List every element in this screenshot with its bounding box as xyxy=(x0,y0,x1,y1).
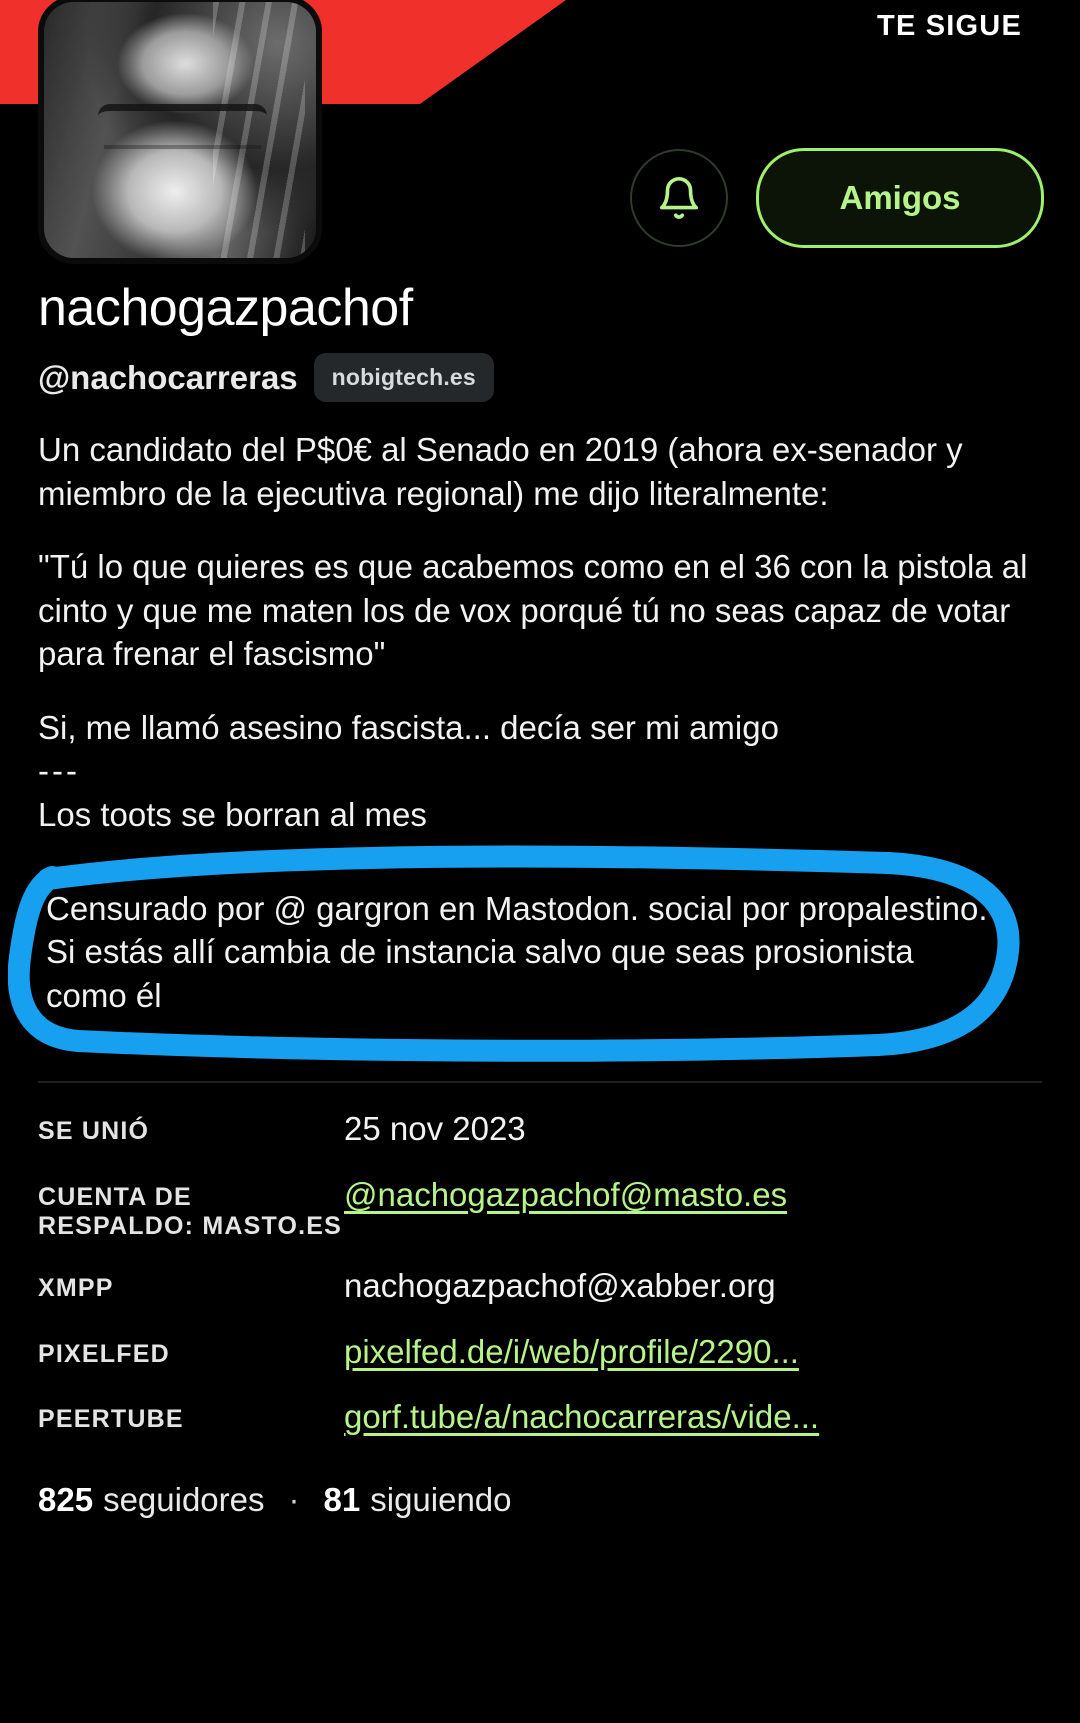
bio-paragraph-1: Un candidato del P$0€ al Senado en 2019 (ahora ex-senador y miembro de la ejecutiva regional) me dijo literalmente: xyxy=(38,431,963,512)
bio-paragraph-3: Si, me llamó asesino fascista... decía ser mi amigo xyxy=(38,708,779,746)
metadata-row-backup-account xyxy=(38,1175,1042,1241)
metadata-value-link[interactable]: pixelfed.de/i/web/profile/2290... xyxy=(344,1332,799,1370)
stats-separator: · xyxy=(288,1481,300,1519)
profile-identity xyxy=(0,258,1080,402)
profile-metadata-table xyxy=(0,1083,1080,1437)
bio-paragraph-2: "Tú lo que quieres es que acabemos como en el 36 con la pistola al cinto y que me maten los de vox porqué tú no seas capaz de votar para frenar el fascismo" xyxy=(38,548,1028,673)
metadata-row-peertube xyxy=(38,1397,1042,1437)
metadata-row-pixelfed xyxy=(38,1332,1042,1372)
metadata-label: SE UNIÓ xyxy=(38,1117,150,1146)
metadata-value: nachogazpachof@xabber.org xyxy=(344,1267,776,1305)
profile-display-name: nachogazpachof xyxy=(38,279,413,337)
followers-count: 825 xyxy=(38,1481,94,1519)
profile-stats xyxy=(0,1463,1080,1519)
bell-icon xyxy=(656,173,702,223)
profile-handle-row xyxy=(38,353,1042,402)
metadata-row-joined xyxy=(38,1109,1042,1149)
profile-header xyxy=(0,0,1080,258)
bio-separator: --- xyxy=(38,752,80,790)
following-label[interactable]: siguiendo xyxy=(370,1481,512,1519)
highlighted-bio-text: Censurado por @ gargron en Mastodon. social por propalestino. Si estás allí cambia de instancia salvo que seas prosionista como él xyxy=(46,889,988,1014)
metadata-label: PEERTUBE xyxy=(38,1405,184,1434)
avatar-glasses-detail xyxy=(98,104,267,145)
metadata-label: PIXELFED xyxy=(38,1339,170,1368)
metadata-value: 25 nov 2023 xyxy=(344,1110,526,1148)
metadata-label: CUENTA DE RESPALDO: MASTO.ES xyxy=(38,1182,343,1240)
follows-you-badge: TE SIGUE xyxy=(877,10,1022,42)
instance-badge: nobigtech.es xyxy=(314,353,494,402)
notifications-bell-button[interactable] xyxy=(630,149,728,247)
profile-bio xyxy=(0,402,1080,1083)
metadata-value-link[interactable]: @nachogazpachof@masto.es xyxy=(344,1175,788,1213)
profile-handle[interactable]: @nachocarreras xyxy=(38,358,298,396)
profile-actions xyxy=(630,148,1044,248)
following-count: 81 xyxy=(323,1481,361,1519)
metadata-label: XMPP xyxy=(38,1274,114,1303)
bio-paragraph-4: Los toots se borran al mes xyxy=(38,796,427,834)
avatar[interactable] xyxy=(38,0,322,264)
metadata-row-xmpp xyxy=(38,1266,1042,1306)
metadata-value-link[interactable]: gorf.tube/a/nachocarreras/vide... xyxy=(344,1398,820,1436)
followers-label[interactable]: seguidores xyxy=(103,1481,265,1519)
follow-state-button[interactable]: Amigos xyxy=(756,148,1044,248)
highlighted-bio-block xyxy=(38,859,1042,1046)
